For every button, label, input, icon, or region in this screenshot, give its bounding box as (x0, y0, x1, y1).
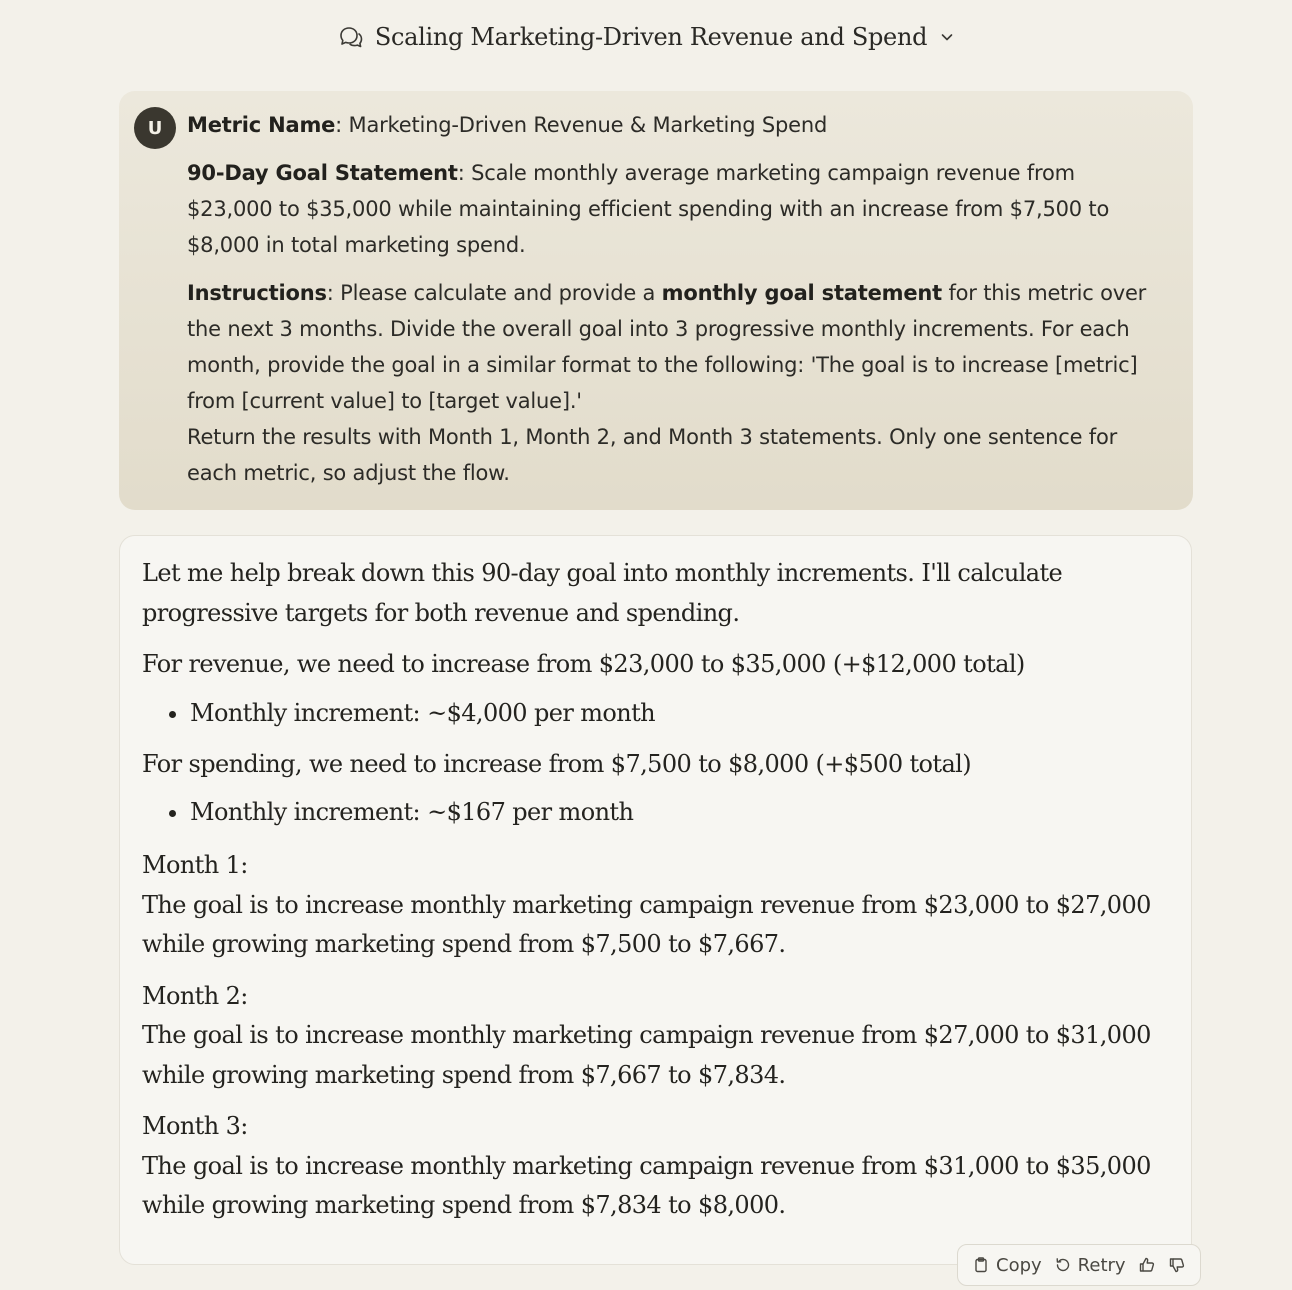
metric-name-line (187, 107, 1153, 143)
thumbs-down-icon (1168, 1256, 1186, 1274)
clipboard-icon (972, 1256, 990, 1274)
instructions-text-pre: : Please calculate and provide a (326, 281, 662, 305)
goal-statement-value: : Scale monthly average marketing campaign revenue from $23,000 to $35,000 while maintaining efficient spending with an increase from $7,500 to $8,000 in total marketing spend. (187, 161, 1110, 257)
month-goal-line: The goal is to increase monthly marketing campaign revenue from $31,000 to $35,000 (142, 1151, 1151, 1180)
month-label: Month 3: (142, 1112, 248, 1140)
month-label: Month 2: (142, 981, 248, 1010)
revenue-list (142, 693, 1169, 733)
month-goal-line: while growing marketing spend from $7,667 to $7,834. (142, 1060, 786, 1089)
revenue-paragraph: For revenue, we need to increase from $23,000 to $35,000 (+$12,000 total) (142, 650, 1025, 678)
message-actions (957, 1244, 1201, 1286)
goal-statement-line (187, 155, 1153, 263)
month-goal-line: The goal is to increase monthly marketing campaign revenue from $23,000 to $27,000 (142, 890, 1151, 919)
instructions-text-post: for this metric over the next 3 months. Divide the overall goal into 3 progressive monthly increments. For each month, provide the goal in a similar format to the following: 'The goal is to increase [metric] from [current value] to [target value].' (187, 281, 1147, 413)
instructions-line (187, 275, 1153, 491)
goal-statement-label: 90-Day Goal Statement (187, 161, 458, 185)
instructions-bold-text: monthly goal statement (661, 281, 942, 305)
retry-button[interactable] (1050, 1253, 1130, 1278)
copy-label: Copy (996, 1254, 1042, 1276)
user-message (119, 91, 1193, 510)
thumbs-down-button[interactable] (1164, 1251, 1190, 1279)
month-2-block (142, 977, 1169, 1096)
avatar: U (134, 107, 176, 149)
conversation-title-button[interactable] (337, 23, 955, 51)
copy-button[interactable] (968, 1253, 1046, 1278)
chat-bubbles-icon (337, 23, 365, 51)
list-item: Monthly increment: ~$4,000 per month (142, 693, 1169, 733)
retry-label: Retry (1077, 1254, 1126, 1276)
instructions-return-text: Return the results with Month 1, Month 2, and Month 3 statements. Only one sentence for each metric, so adjust the flow. (187, 425, 1118, 485)
month-goal-line: The goal is to increase monthly marketing campaign revenue from $27,000 to $31,000 (142, 1021, 1151, 1049)
chevron-down-icon (939, 29, 955, 45)
instructions-label: Instructions (187, 281, 327, 305)
intro-paragraph: Let me help break down this 90-day goal into monthly increments. I'll calculate progressive targets for both revenue and spending. (142, 559, 1063, 627)
month-1-block (142, 846, 1169, 965)
month-goal-line: while growing marketing spend from $7,500 to $7,667. (142, 930, 786, 958)
month-label: Month 1: (142, 851, 248, 879)
metric-name-value: : Marketing-Driven Revenue & Marketing Spend (335, 113, 828, 137)
list-item: Monthly increment: ~$167 per month (142, 792, 1169, 832)
spending-list (142, 792, 1169, 832)
spending-paragraph: For spending, we need to increase from $7,500 to $8,000 (+$500 total) (142, 749, 971, 778)
conversation-title: Scaling Marketing-Driven Revenue and Spend (374, 23, 928, 51)
month-3-block (142, 1107, 1169, 1226)
retry-icon (1054, 1256, 1072, 1274)
chat-header (0, 0, 1292, 74)
month-goal-line: while growing marketing spend from $7,834 to $8,000. (142, 1191, 786, 1219)
metric-name-label: Metric Name (187, 113, 336, 137)
thumbs-up-icon (1138, 1256, 1156, 1274)
thumbs-up-button[interactable] (1134, 1251, 1160, 1279)
assistant-message (119, 535, 1192, 1265)
